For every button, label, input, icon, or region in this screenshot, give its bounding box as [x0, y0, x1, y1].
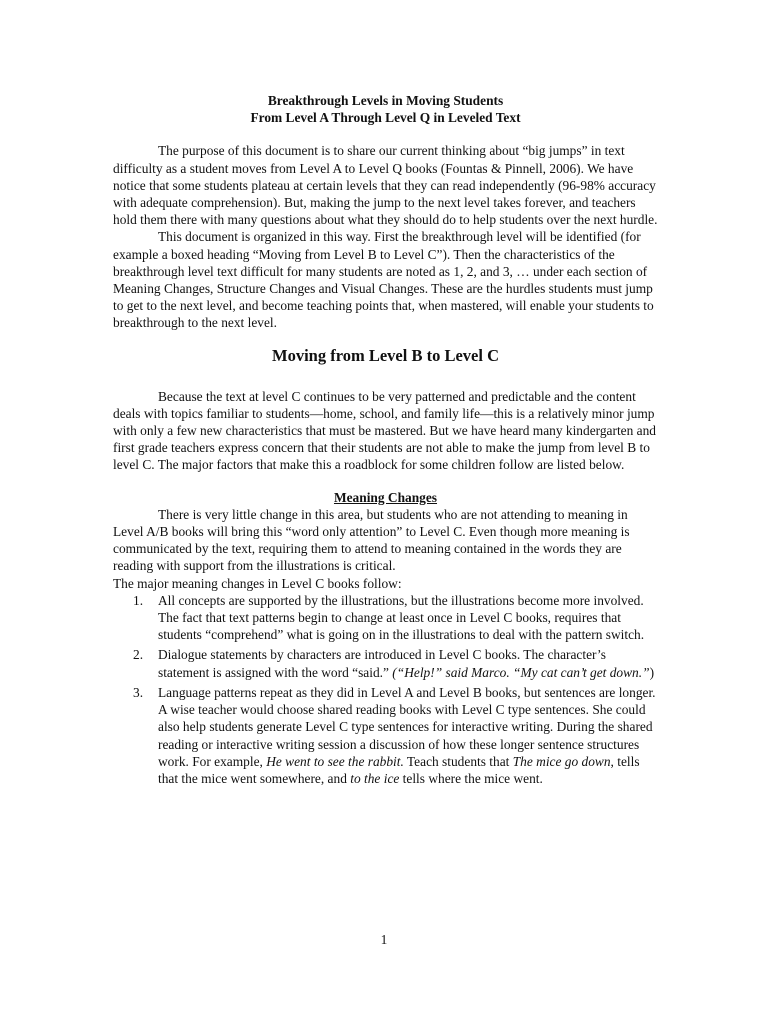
list-item: [133, 592, 658, 644]
list-item-number: 2.: [133, 647, 144, 663]
meaning-paragraph: There is very little change in this area, but students who are not attending to meaning in Level A/B books will bring this “word only attention” to Level C. Even though more meaning is communicated by the text, requiring them to attend to meaning contained in the words they are reading with support from the illustrations is critical.: [113, 506, 630, 574]
page-number: 1: [380, 932, 388, 947]
example-phrase: The mice go down: [512, 753, 611, 769]
list-item-text: Teach students that: [403, 753, 513, 769]
list-item-text: Language patterns repeat as they did in Level A and Level B books, but sentences are longer. A wise teacher would choose shared reading books with Level C type sentences. She could also help students generate Level C type sentences for interactive writing. During the shared reading or interactive writing session a discussion of how these longer sentence structures work. For example,: [158, 684, 656, 769]
example-phrase: to the ice: [350, 770, 400, 786]
document-body: [113, 92, 658, 790]
title-line-2: From Level A Through Level Q in Leveled Text: [250, 110, 521, 126]
section-heading: Moving from Level B to Level C: [272, 345, 499, 365]
title-line-1: Breakthrough Levels in Moving Students: [267, 93, 504, 108]
meaning-lead: The major meaning changes in Level C books follow:: [113, 575, 402, 591]
list-item: [133, 684, 658, 787]
list-item-text-end: ): [649, 664, 655, 680]
list-item-text: , tells that the mice went somewhere, and: [158, 753, 640, 786]
list-item-text: tells where the mice went.: [399, 770, 543, 786]
list-item-text: All concepts are supported by the illustrations, but the illustrations become more involved. The fact that text patterns begin to change at least once in Level C books, requires that students “comprehend” what is going on in the illustrations to deal with the pattern switch.: [158, 592, 645, 643]
list-item-number: 1.: [133, 592, 144, 608]
intro-paragraph-1: The purpose of this document is to share our current thinking about “big jumps” in text difficulty as a student moves from Level A to Level Q books (Fountas & Pinnell, 2006). We have notice that some students plateau at certain levels that they can read independently (96-98% accuracy with adequate comprehension). But, making the jump to the next level takes forever, and teachers hold them there with many questions about what they should do to help students over the next hurdle.: [113, 143, 658, 228]
intro-paragraph-2: This document is organized in this way. First the breakthrough level will be identified (for example a boxed heading “Moving from Level B to Level C”). Then the characteristics of the breakthrough level text difficult for many students are noted as 1, 2, and 3, … under each section of Meaning Changes, Structure Changes and Visual Changes. These are the hurdles students must jump to get to the next level, and become teaching points that, when mastered, will enable your students to breakthrough to the next level.: [113, 229, 654, 331]
list-item: [133, 646, 658, 680]
meaning-changes-list: [113, 592, 658, 787]
section-paragraph: Because the text at level C continues to be very patterned and predictable and the content deals with topics familiar to students—home, school, and family life—this is a relatively minor jump with only a few new characteristics that must be mastered. But we have heard many kindergarten and first grade teachers express concern that their students are not able to make the jump from level B to level C. The major factors that make this a roadblock for some children follow are listed below.: [113, 388, 657, 473]
meaning-changes-heading: Meaning Changes: [333, 489, 438, 505]
dialogue-example: (“Help!” said Marco. “My cat can’t get down.”: [392, 664, 650, 680]
list-item-number: 3.: [133, 684, 144, 700]
example-sentence: He went to see the rabbit.: [266, 753, 404, 769]
list-item-text: Dialogue statements by characters are introduced in Level C books. The character’s statement is assigned with the word “said.”: [158, 647, 606, 680]
document-title: [113, 92, 658, 126]
